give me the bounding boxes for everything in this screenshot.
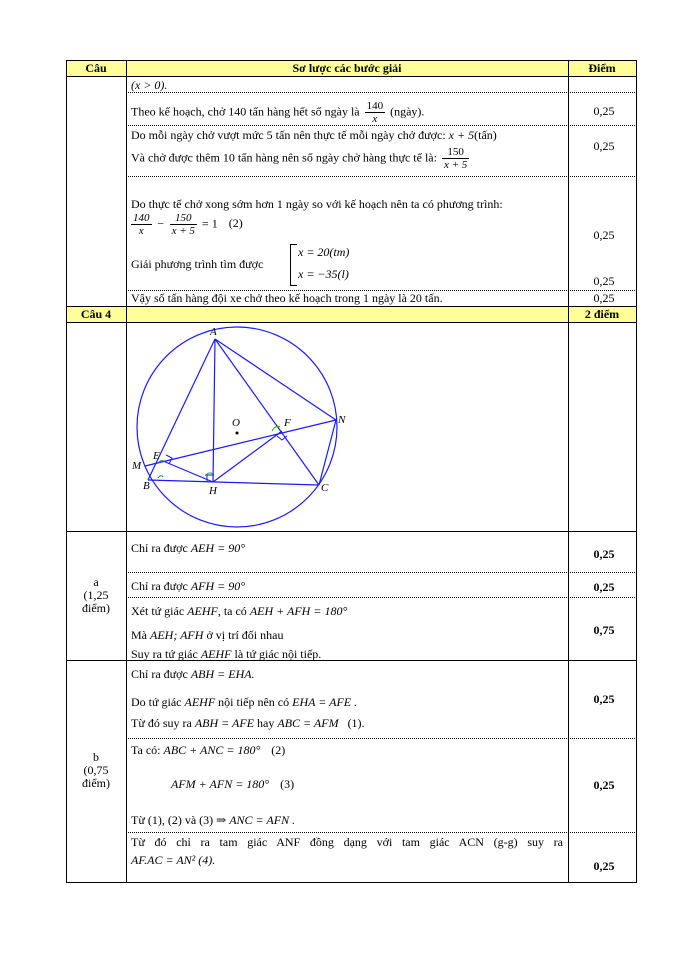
- part-b-label: [66, 751, 126, 790]
- score: 0,25: [593, 859, 615, 873]
- math-expr: AFM + AFN = 180°: [171, 777, 270, 791]
- solution-bracket: [290, 244, 297, 286]
- fraction-150-x5: [442, 146, 469, 171]
- part-b-step-2-line-2: [171, 777, 294, 791]
- step-label: Do tứ giác: [131, 695, 182, 709]
- rule: [66, 882, 637, 883]
- part-a-step-1: [131, 541, 245, 555]
- actual-days-label: Và chở được thêm 10 tấn hàng nên số ngày chở hàng thực tế là:: [131, 150, 437, 165]
- actual-days-text: [131, 146, 471, 171]
- segment-HF: [213, 431, 282, 482]
- part-points-unit: điểm): [82, 601, 110, 615]
- label-A: A: [210, 326, 217, 338]
- frac-den: x: [372, 113, 378, 125]
- part-points-unit: điểm): [82, 776, 110, 790]
- step-label: Chỉ ra được: [131, 667, 188, 681]
- step-text: nội tiếp nên có: [218, 695, 290, 709]
- label-M: M: [132, 460, 142, 472]
- step-text: ở vị trí đối nhau: [206, 628, 284, 642]
- step-label: Từ (1), (2) và (3) ⇒: [131, 813, 227, 827]
- math-expr: ABH = EHA.: [190, 667, 255, 681]
- segment-BC: [148, 480, 319, 485]
- rule: [126, 597, 637, 598]
- part-points: (1,25: [83, 588, 109, 602]
- score: 0,25: [593, 580, 615, 594]
- math-expr: ABC + ANC = 180°: [163, 743, 261, 757]
- rule: [126, 92, 637, 93]
- step-text: , ta có: [217, 604, 247, 618]
- solution-2: x = −35(l): [298, 267, 349, 281]
- header-score: Điểm: [588, 61, 616, 75]
- rule: [636, 60, 637, 882]
- cau4-label: Câu 4: [80, 307, 112, 321]
- fraction-140-x: [365, 100, 386, 125]
- step-label: Ta có:: [131, 743, 161, 757]
- solution-1: x = 20(tm): [298, 245, 350, 259]
- rule: [66, 306, 637, 307]
- part-points: (0,75: [83, 763, 109, 777]
- frac-num: 140: [133, 212, 150, 224]
- plan-days-text: [131, 100, 424, 125]
- equation: [131, 212, 243, 237]
- step-text: hay: [257, 716, 275, 730]
- score: 0,25: [593, 228, 615, 242]
- part-a-step-2: [131, 579, 245, 593]
- score: 0,25: [593, 274, 615, 288]
- solve-label: Giải phương trình tìm được: [131, 257, 264, 271]
- angle-mark-H: [205, 473, 213, 476]
- step-label: Chỉ ra được: [131, 541, 188, 555]
- rule: [126, 832, 637, 833]
- angle-marks: [158, 427, 280, 479]
- math-expr: AEHF: [187, 604, 218, 618]
- score: 0,25: [593, 547, 615, 561]
- math-expr: AEH = 90°: [190, 541, 246, 555]
- math-expr: EHA = AFE .: [292, 695, 358, 709]
- geometry-figure: [126, 322, 568, 531]
- part-label: b: [93, 750, 99, 764]
- segment-AC: [215, 339, 319, 485]
- part-b-step-2-line-1: [131, 743, 285, 757]
- plan-days-label: Theo kế hoạch, chở 140 tấn hàng hết số ngày là: [131, 104, 360, 119]
- triangle-lines: [145, 339, 336, 485]
- fraction-150-x5: [170, 212, 197, 237]
- equation-tag: (3): [280, 777, 295, 791]
- step-label: Mà: [131, 628, 147, 642]
- rule: [126, 176, 637, 177]
- step-label: Từ đó suy ra: [131, 716, 192, 730]
- part-a-step-3-line-2: [131, 628, 283, 642]
- math-expr: x + 5: [448, 128, 475, 142]
- part-b-step-1-line-2: [131, 695, 357, 709]
- angle-mark-B: [158, 476, 163, 478]
- frac-num: 150: [442, 146, 469, 159]
- cau4-points: 2 điểm: [584, 307, 620, 321]
- actual-rate-label: Do mỗi ngày chở vượt mức 5 tấn nên thực tế mỗi ngày chở được:: [131, 128, 446, 142]
- score: 0,25: [593, 291, 615, 305]
- part-b-step-2-line-3: [131, 813, 295, 827]
- frac-num: 140: [366, 100, 384, 112]
- center-O: [236, 432, 239, 435]
- frac-den: x: [138, 225, 144, 237]
- step-label: Xét tứ giác: [131, 604, 185, 618]
- part-a-step-3-line-1: [131, 604, 347, 618]
- math-expr: AEHF: [200, 647, 232, 661]
- actual-rate-text: [131, 128, 497, 142]
- plan-days-unit: (ngày).: [390, 104, 425, 119]
- step-label: Suy ra tứ giác: [131, 647, 198, 661]
- score: 0,25: [593, 692, 615, 706]
- equation-tag: (2): [271, 743, 286, 757]
- math-expr: ANC = AFN .: [229, 813, 296, 827]
- equation-tag: (1).: [347, 716, 365, 730]
- label-E: E: [153, 450, 160, 462]
- score: 0,75: [593, 623, 615, 637]
- cau4-bg: [66, 306, 636, 322]
- score: 0,25: [593, 778, 615, 792]
- label-F: F: [284, 417, 291, 429]
- frac-den: x + 5: [171, 225, 195, 237]
- math-expr: ABC = AFM: [277, 716, 339, 730]
- part-label: a: [93, 575, 99, 589]
- part-b-step-1-line-1: [131, 667, 255, 681]
- frac-num: 150: [170, 212, 197, 225]
- score: 0,25: [593, 104, 615, 118]
- operator: −: [156, 216, 165, 231]
- segment-HE: [163, 461, 213, 482]
- label-O: O: [232, 417, 240, 429]
- math-expr: ABH = AFE: [194, 716, 255, 730]
- step-label: Chỉ ra được: [131, 579, 188, 593]
- header-steps: Sơ lược các bước giải: [292, 61, 402, 75]
- math-expr: AEH; AFH: [150, 628, 204, 642]
- operator: = 1: [201, 216, 218, 231]
- part-b-step-3-line-1: Từ đó chỉ ra tam giác ANF đồng dạng với tam giác ACN (g-g) suy ra: [131, 835, 563, 849]
- rule: [66, 531, 637, 532]
- fraction-140-x: [131, 212, 152, 237]
- step-text: là tứ giác nội tiếp.: [234, 647, 322, 661]
- frac-den: x + 5: [443, 159, 468, 171]
- conclusion: Vậy số tấn hàng đội xe chở theo kế hoạch trong 1 ngày là 20 tấn.: [131, 291, 443, 305]
- rule: [568, 60, 569, 882]
- rule: [66, 76, 637, 77]
- equation-intro: Do thực tế chở xong sớm hơn 1 ngày so với kế hoạch nên ta có phương trình:: [131, 197, 503, 211]
- header-cau: Câu: [85, 61, 107, 75]
- math-expr: AEHF: [184, 695, 216, 709]
- right-angle-marks: [166, 436, 287, 482]
- math-expr: AFH = 90°: [190, 579, 246, 593]
- rule: [126, 572, 637, 573]
- math-expr: AEH + AFH = 180°: [249, 604, 348, 618]
- label-C: C: [321, 482, 329, 494]
- label-N: N: [338, 414, 346, 426]
- part-a-label: [66, 576, 126, 615]
- part-b-step-3-line-2: AF.AC = AN² (4).: [131, 853, 216, 867]
- label-B: B: [143, 480, 150, 492]
- domain-condition: (x > 0).: [131, 78, 168, 92]
- unit: (tấn): [474, 128, 497, 142]
- equation-tag: (2): [228, 216, 243, 231]
- part-b-step-1-line-3: [131, 716, 365, 730]
- part-a-step-3-line-3: [131, 647, 321, 661]
- segment-AH: [213, 339, 215, 482]
- score: 0,25: [593, 139, 615, 153]
- segment-AN: [215, 339, 336, 420]
- rule: [126, 125, 637, 126]
- rule: [126, 738, 637, 739]
- label-H: H: [209, 485, 217, 497]
